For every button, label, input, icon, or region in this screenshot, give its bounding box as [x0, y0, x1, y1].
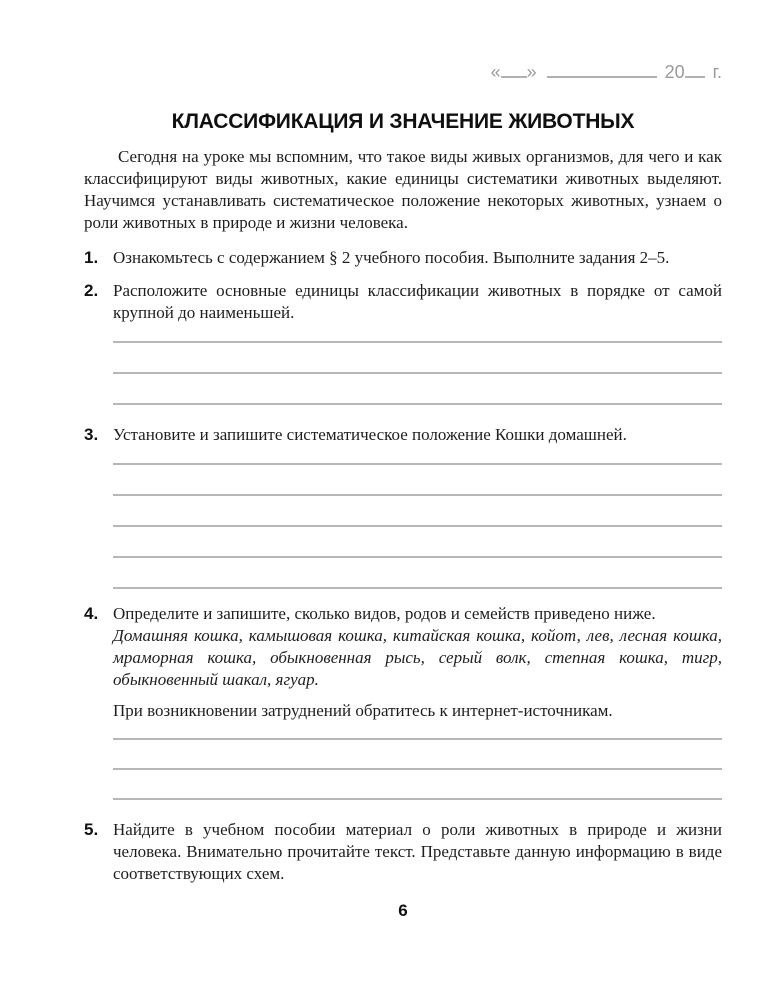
- task-number: 2.: [84, 281, 99, 300]
- task-number: 5.: [84, 820, 99, 839]
- task-number: 1.: [84, 248, 99, 267]
- page-title: КЛАССИФИКАЦИЯ И ЗНАЧЕНИЕ ЖИВОТНЫХ: [171, 110, 635, 133]
- task-item-1: [84, 247, 722, 269]
- answer-line: [113, 527, 722, 558]
- answer-line: [113, 558, 722, 589]
- answer-line: [113, 740, 722, 770]
- task-note: При возникновении затруднений обратитесь к интернет-источникам.: [113, 701, 613, 720]
- answer-line: [113, 496, 722, 527]
- task-item-5: [84, 819, 722, 885]
- answer-line: [113, 770, 722, 800]
- task-text: Установите и запишите систематическое положение Кошки домашней.: [113, 425, 627, 444]
- date-year-prefix: 20: [664, 62, 685, 82]
- date-month-blank: [547, 62, 657, 78]
- task-4-answer-lines: [113, 722, 722, 800]
- task-2-answer-lines: [113, 324, 722, 405]
- answer-line: [113, 465, 722, 496]
- date-close-quote: »: [526, 62, 537, 82]
- task-item-3: [84, 424, 722, 446]
- intro-paragraph: Сегодня на уроке мы вспомним, что такое виды живых организмов, для чего и как классифицируют виды животных, какие единицы систематики животных выделяют. Научимся устанавливать систематическое положение некоторых животных, узнаем о роли животных в природе и жизни человека.: [84, 147, 722, 232]
- date-day-blank: [501, 62, 527, 78]
- task-number: 4.: [84, 604, 99, 623]
- task-text: Определите и запишите, сколько видов, родов и семейств приведено ниже.: [113, 604, 656, 623]
- task-3-answer-lines: [113, 446, 722, 589]
- answer-line: [113, 343, 722, 374]
- task-text: Найдите в учебном пособии материал о роли животных в природе и жизни человека. Внимательно прочитайте текст. Представьте данную информацию в виде соответствующих схем.: [113, 820, 722, 883]
- answer-line: [113, 374, 722, 405]
- answer-line: [113, 722, 722, 740]
- task-text: Расположите основные единицы классификации животных в порядке от самой крупной до наименьшей.: [113, 281, 722, 322]
- date-open-quote: «: [490, 62, 501, 82]
- task-item-4: [84, 603, 722, 722]
- task-number: 3.: [84, 425, 99, 444]
- page-number: 6: [398, 901, 408, 920]
- answer-line: [113, 324, 722, 343]
- date-year-suffix: г.: [712, 62, 722, 82]
- answer-line: [113, 446, 722, 465]
- task-text: Ознакомьтесь с содержанием § 2 учебного пособия. Выполните задания 2–5.: [113, 248, 670, 267]
- date-year-blank: [685, 62, 705, 78]
- date-line: [84, 62, 722, 85]
- species-list: Домашняя кошка, камышовая кошка, китайская кошка, койот, лев, лесная кошка, мраморная кошка, обыкновенная рысь, серый волк, степная кошка, тигр, обыкновенный шакал, ягуар.: [113, 626, 722, 689]
- task-item-2: [84, 280, 722, 324]
